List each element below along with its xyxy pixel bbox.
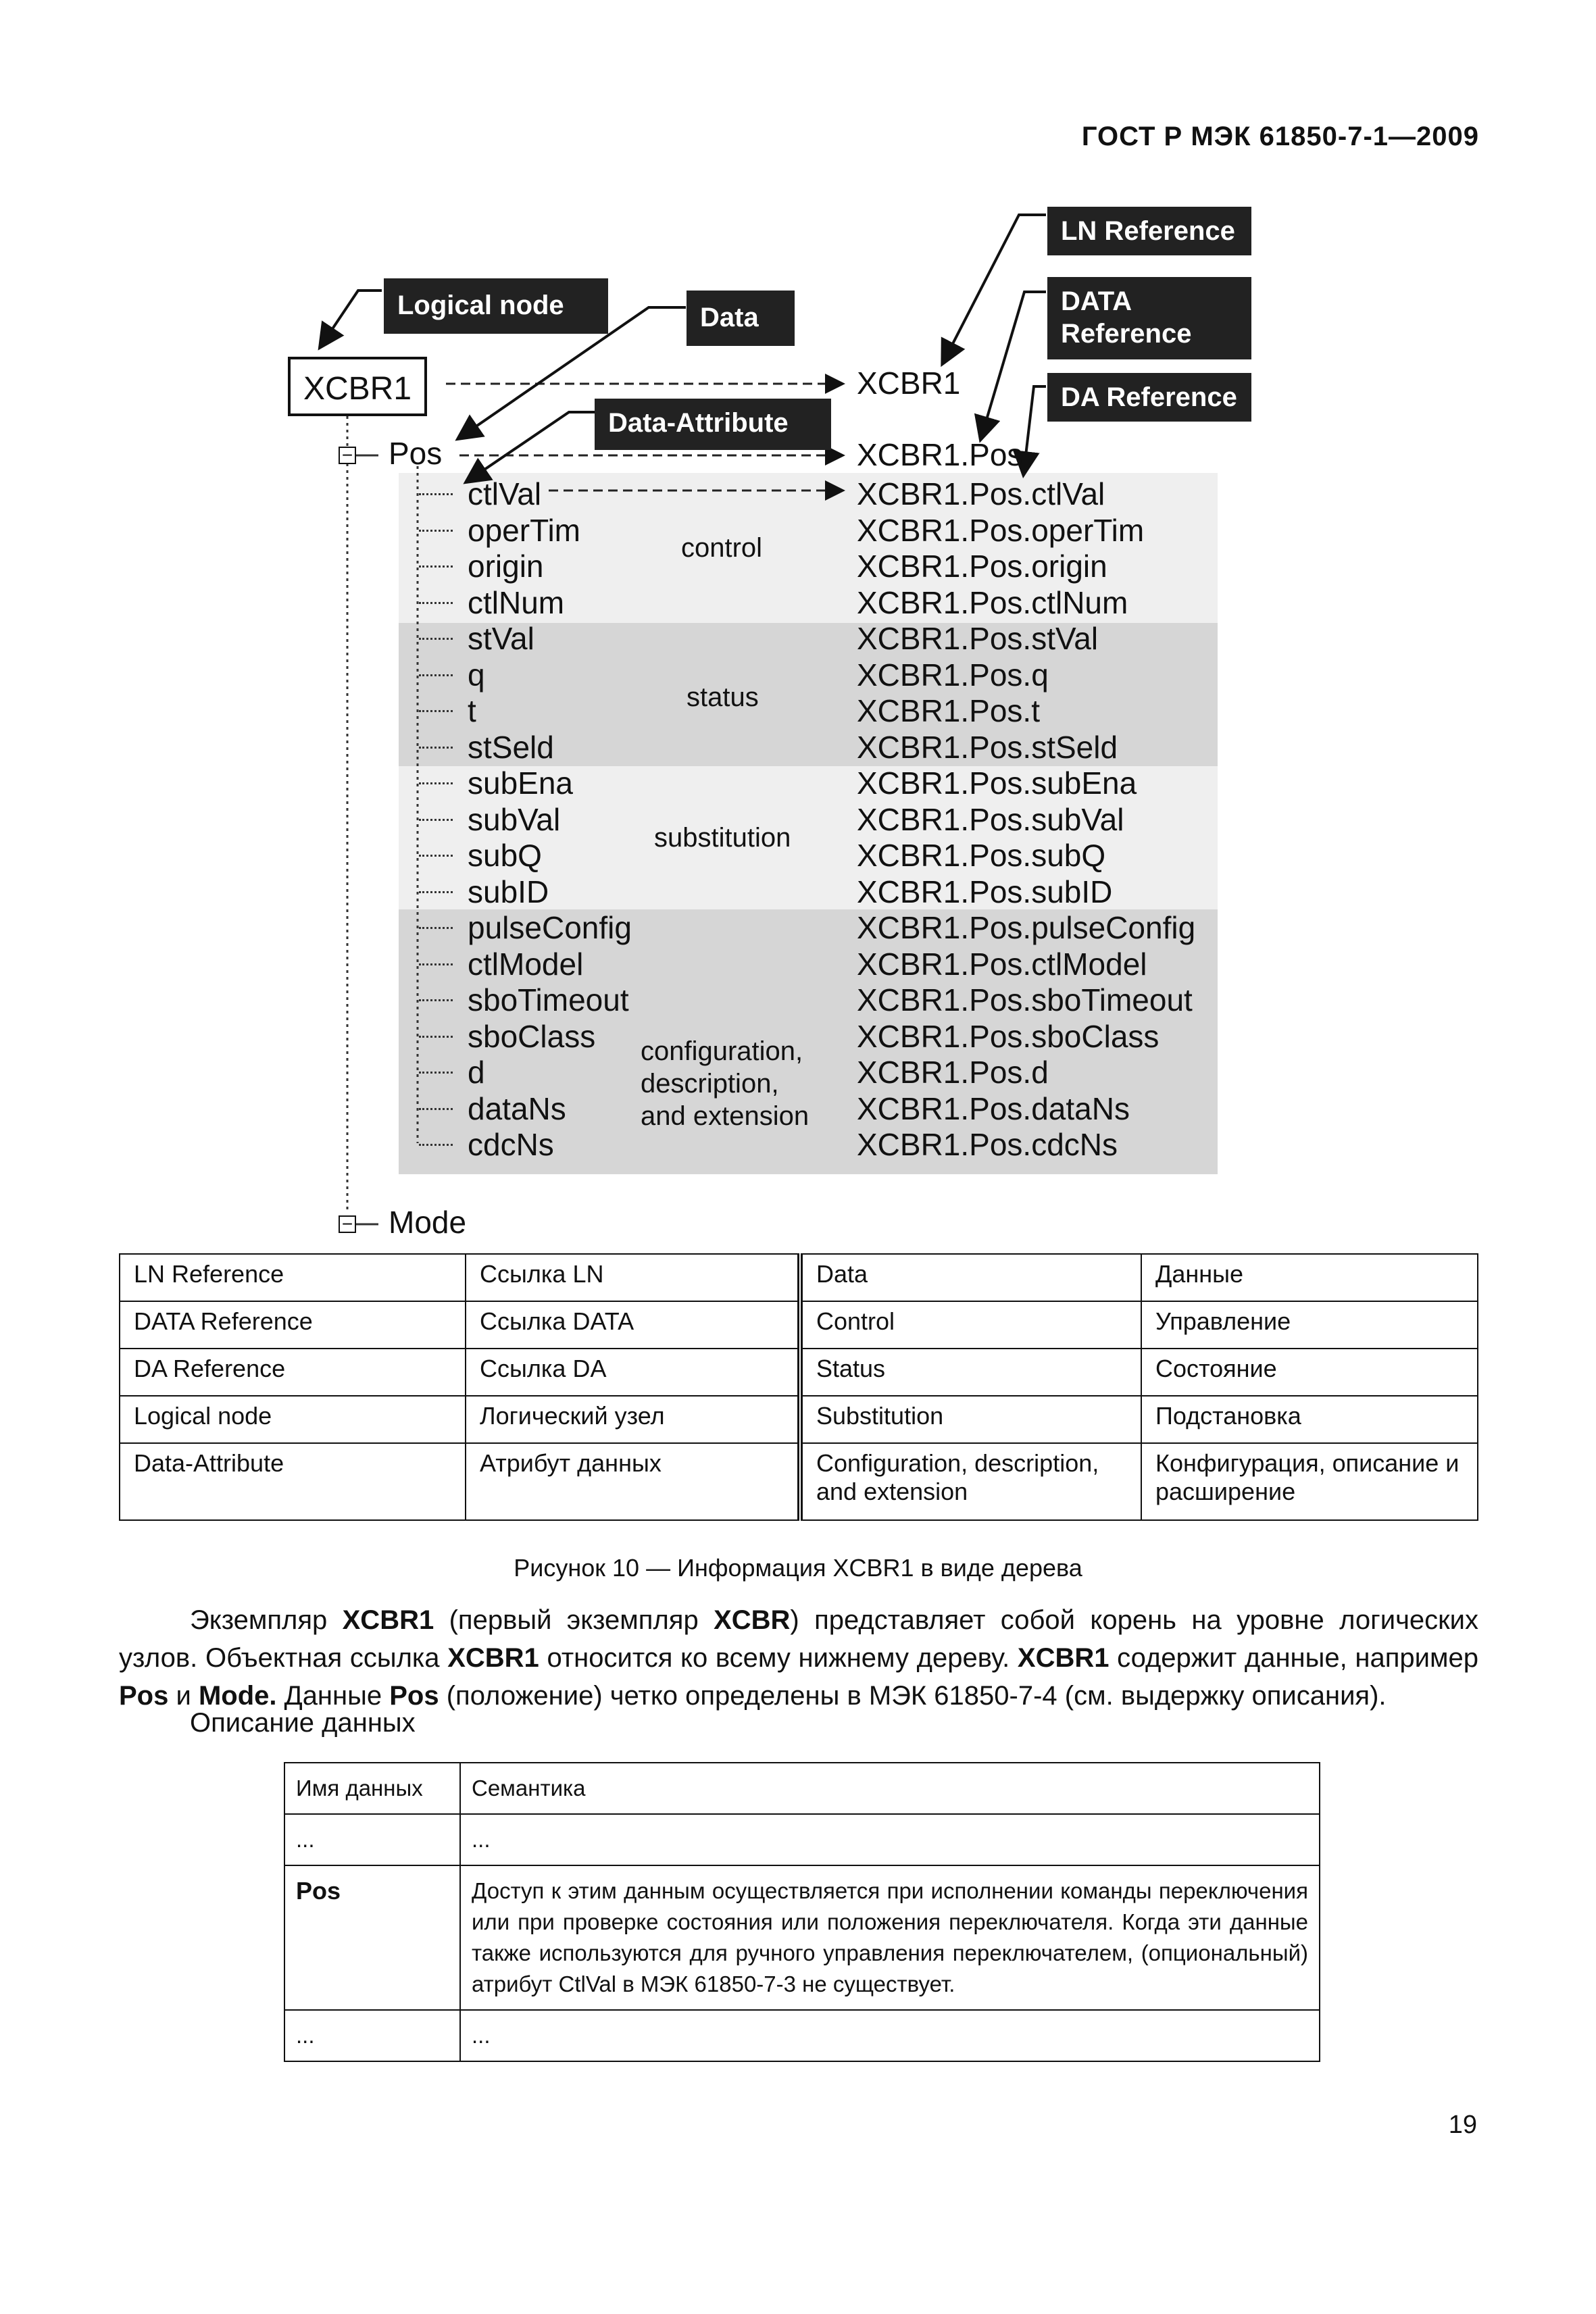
attribute-name: ctlNum (468, 585, 565, 620)
attribute-name: cdcNs (468, 1127, 554, 1162)
attribute-reference: XCBR1.Pos.ctlVal (857, 476, 1105, 511)
data-attribute-tag: Data-Attribute (595, 399, 831, 450)
tree-connector (419, 1072, 453, 1074)
attribute-reference: XCBR1.Pos.t (857, 693, 1040, 728)
legend-cell: Substitution (800, 1396, 1141, 1443)
group-config-line3: and extension (641, 1101, 809, 1131)
legend-row (120, 1254, 1478, 1301)
attribute-reference: XCBR1.Pos.subID (857, 874, 1113, 909)
attribute-name: pulseConfig (468, 910, 632, 945)
tree-connector (419, 927, 453, 929)
desc-row (284, 1814, 1320, 1865)
attribute-name: subQ (468, 838, 542, 873)
logical-node-tag: Logical node (384, 278, 608, 334)
desc-cell-semantics: Доступ к этим данным осуществляется при исполнении команды переключения или при проверке состояния или положения переключателя. Когда эти данные также используются для ручного управления переключателем, (опциональный) атрибут CtlVal в МЭК 61850-7-3 не существует. (460, 1865, 1320, 2010)
legend-cell: Состояние (1141, 1349, 1478, 1396)
attribute-name: origin (468, 549, 544, 584)
legend-row (120, 1396, 1478, 1443)
attribute-reference: XCBR1.Pos.subVal (857, 802, 1124, 837)
attribute-name: t (468, 693, 476, 728)
tree-connector (419, 1144, 453, 1146)
body-paragraph: Экземпляр XCBR1 (первый экземпляр XCBR) представляет собой корень на уровне логических узлов. Объектная ссылка XCBR1 относится ко всему нижнему дереву. XCBR1 содержит данные, например Pos и Mode. Данные Pos (положение) четко определены в МЭК 61850-7-4 (см. выдержку описания). (119, 1605, 1478, 1711)
group-config-line1: configuration, (641, 1036, 803, 1066)
attribute-reference: XCBR1.Pos.dataNs (857, 1091, 1130, 1126)
pos-expander-icon[interactable]: − (339, 447, 356, 464)
desc-header-row (284, 1763, 1320, 1814)
attribute-reference: XCBR1.Pos.subEna (857, 765, 1137, 801)
group-control: control (681, 533, 763, 563)
tree-connector (419, 1108, 453, 1110)
attribute-name: sboClass (468, 1019, 596, 1054)
legend-cell: Status (800, 1349, 1141, 1396)
legend-row (120, 1349, 1478, 1396)
tree-connector (419, 638, 453, 640)
attribute-reference: XCBR1.Pos.q (857, 657, 1049, 693)
figure-caption: Рисунок 10 — Информация XCBR1 в виде дерева (514, 1554, 1082, 1582)
attribute-name: ctlModel (468, 947, 584, 982)
attribute-name: dataNs (468, 1091, 566, 1126)
group-configuration (641, 1035, 809, 1132)
desc-cell-name: ... (284, 1814, 460, 1865)
desc-header-semantics: Семантика (460, 1763, 1320, 1814)
attribute-name: subEna (468, 765, 574, 801)
desc-row (284, 2010, 1320, 2061)
legend-cell: Атрибут данных (466, 1443, 800, 1520)
legend-cell: Data-Attribute (120, 1443, 466, 1520)
legend-cell: DA Reference (120, 1349, 466, 1396)
tree-connector (419, 782, 453, 784)
ref-pos: XCBR1.Pos (857, 437, 1023, 472)
legend-cell: Control (800, 1301, 1141, 1349)
tree-connector (419, 565, 453, 568)
data-description-table (284, 1762, 1320, 2062)
attribute-reference: XCBR1.Pos.operTim (857, 513, 1145, 548)
attribute-name: subVal (468, 802, 561, 837)
tree-connector (419, 855, 453, 857)
attribute-name: stVal (468, 621, 534, 656)
attribute-reference: XCBR1.Pos.pulseConfig (857, 910, 1196, 945)
group-status: status (687, 682, 759, 712)
attribute-name: stSeld (468, 730, 554, 765)
legend-cell: Подстановка (1141, 1396, 1478, 1443)
root-node-box: XCBR1 (288, 357, 427, 416)
desc-cell-name: Pos (284, 1865, 460, 2010)
attribute-reference: XCBR1.Pos.stSeld (857, 730, 1118, 765)
tree-connector (419, 747, 453, 749)
attribute-name: operTim (468, 513, 580, 548)
attribute-name: d (468, 1055, 485, 1090)
tree-connector (419, 674, 453, 676)
ref-root: XCBR1 (857, 366, 961, 401)
attribute-name: ctlVal (468, 476, 542, 511)
desc-cell-semantics: ... (460, 1814, 1320, 1865)
attribute-reference: XCBR1.Pos.stVal (857, 621, 1099, 656)
legend-row (120, 1443, 1478, 1520)
tree-connector (419, 493, 453, 495)
attribute-name: subID (468, 874, 549, 909)
tree-connector (419, 602, 453, 604)
tree-connector (419, 1036, 453, 1038)
legend-row (120, 1301, 1478, 1349)
group-config-line2: description, (641, 1069, 779, 1099)
group-substitution: substitution (654, 823, 791, 853)
page-number: 19 (1448, 2111, 1477, 2139)
tree-connector (419, 891, 453, 893)
legend-cell: DATA Reference (120, 1301, 466, 1349)
desc-header-name: Имя данных (284, 1763, 460, 1814)
attribute-reference: XCBR1.Pos.ctlNum (857, 585, 1128, 620)
pos-node: Pos (389, 436, 443, 471)
legend-cell: Данные (1141, 1254, 1478, 1301)
legend-cell: Data (800, 1254, 1141, 1301)
attribute-name: sboTimeout (468, 982, 629, 1017)
legend-cell: Ссылка LN (466, 1254, 800, 1301)
legend-table (119, 1253, 1478, 1521)
desc-cell-name: ... (284, 2010, 460, 2061)
attribute-reference: XCBR1.Pos.subQ (857, 838, 1106, 873)
subheading: Описание данных (190, 1708, 416, 1738)
tree-connector (419, 710, 453, 712)
attribute-reference: XCBR1.Pos.ctlModel (857, 947, 1147, 982)
attribute-reference: XCBR1.Pos.origin (857, 549, 1107, 584)
attribute-reference: XCBR1.Pos.sboClass (857, 1019, 1159, 1054)
desc-row (284, 1865, 1320, 2010)
mode-node: Mode (389, 1205, 467, 1240)
data-reference-line1: DATA (1061, 286, 1132, 316)
desc-cell-semantics: ... (460, 2010, 1320, 2061)
attribute-reference: XCBR1.Pos.sboTimeout (857, 982, 1193, 1017)
tree-connector (419, 530, 453, 532)
legend-cell: Ссылка DA (466, 1349, 800, 1396)
attribute-reference: XCBR1.Pos.cdcNs (857, 1127, 1118, 1162)
legend-cell: LN Reference (120, 1254, 466, 1301)
legend-cell: Управление (1141, 1301, 1478, 1349)
da-reference-tag: DA Reference (1047, 373, 1251, 422)
tree-connector (419, 819, 453, 821)
legend-cell: Конфигурация, описание и расширение (1141, 1443, 1478, 1520)
legend-cell: Логический узел (466, 1396, 800, 1443)
data-reference-tag (1047, 277, 1251, 359)
legend-cell: Ссылка DATA (466, 1301, 800, 1349)
legend-cell: Logical node (120, 1396, 466, 1443)
mode-expander-icon[interactable]: − (339, 1215, 356, 1233)
tree-connector (419, 963, 453, 965)
document-header: ГОСТ Р МЭК 61850-7-1—2009 (1081, 122, 1479, 151)
legend-cell: Configuration, description, and extension (800, 1443, 1141, 1520)
ln-reference-tag: LN Reference (1047, 207, 1251, 255)
data-tag: Data (687, 291, 795, 346)
attribute-reference: XCBR1.Pos.d (857, 1055, 1049, 1090)
data-reference-line2: Reference (1061, 319, 1192, 349)
attribute-name: q (468, 657, 485, 693)
tree-connector (419, 999, 453, 1001)
